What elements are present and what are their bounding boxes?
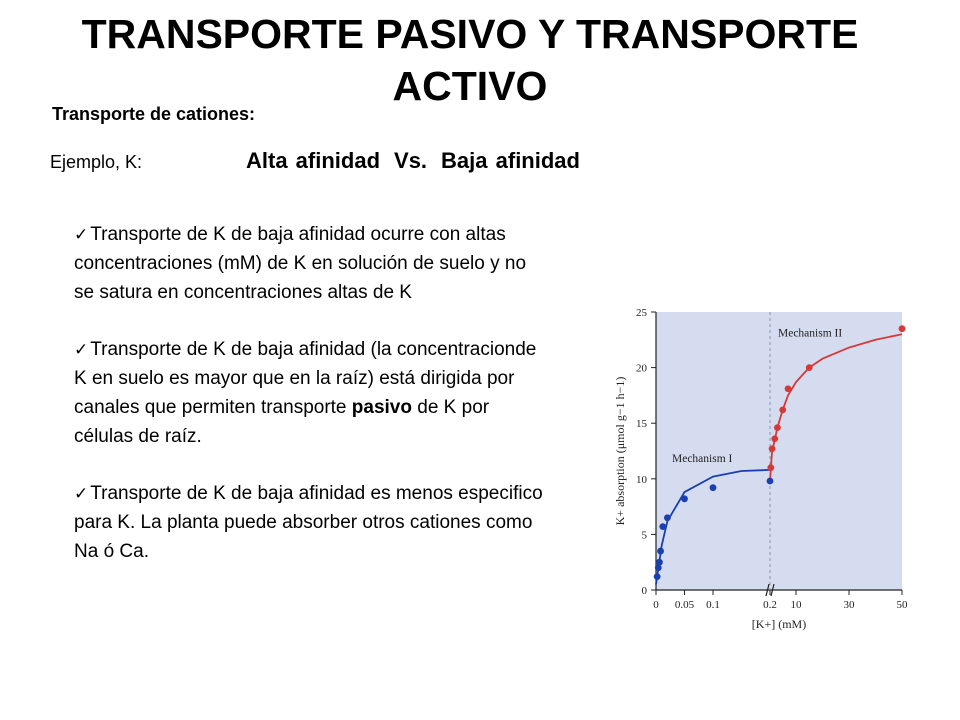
comparison-vs: Vs. bbox=[394, 148, 428, 173]
data-point bbox=[767, 464, 774, 471]
y-tick-label: 25 bbox=[636, 307, 647, 319]
data-point bbox=[710, 484, 717, 491]
series-label-mechanism-1: Mechanism I bbox=[672, 453, 733, 466]
slide-title: TRANSPORTE PASIVO Y TRANSPORTE ACTIVO bbox=[81, 11, 859, 109]
checkmark-icon: ✓ bbox=[74, 484, 89, 503]
series-label-mechanism-2: Mechanism II bbox=[778, 327, 843, 340]
y-tick-label: 5 bbox=[641, 529, 647, 542]
data-point bbox=[654, 573, 661, 580]
bullet-list bbox=[74, 220, 544, 594]
data-point bbox=[806, 364, 813, 371]
example-label: Ejemplo, K: bbox=[50, 152, 143, 172]
y-axis-title: K+ absorption (μmol g−1 h−1) bbox=[613, 376, 627, 526]
comparison-left: Alta afinidad bbox=[246, 148, 381, 173]
data-point bbox=[771, 435, 778, 442]
data-point bbox=[664, 514, 671, 521]
data-point bbox=[681, 495, 688, 502]
x-axis-title: [K+] (mM) bbox=[751, 617, 807, 631]
bullet-text-bold: pasivo bbox=[351, 397, 412, 418]
plot-background bbox=[656, 312, 902, 590]
data-point bbox=[767, 478, 774, 485]
bullet-text: Transporte de K de baja afinidad ocurre con altas concentraciones (mM) de K en solución de suelo y no se satura en concentraciones altas de K bbox=[74, 224, 527, 303]
x-tick-label: 0.05 bbox=[674, 599, 695, 611]
bullet-item bbox=[74, 220, 544, 307]
checkmark-icon: ✓ bbox=[74, 225, 89, 244]
data-point bbox=[785, 385, 792, 392]
data-point bbox=[657, 548, 664, 555]
checkmark-icon: ✓ bbox=[74, 340, 89, 359]
bullet-text: Transporte de K de baja afinidad es menos especifico para K. La planta puede absorber otros cationes como Na ó Ca. bbox=[74, 483, 543, 562]
chart-svg bbox=[600, 290, 920, 650]
x-tick-label: 0.1 bbox=[706, 599, 720, 611]
y-tick-label: 0 bbox=[641, 585, 647, 597]
x-tick-label: 10 bbox=[790, 599, 802, 611]
k-absorption-chart bbox=[600, 290, 920, 650]
x-tick-label: 0 bbox=[653, 599, 659, 611]
data-point bbox=[899, 325, 906, 332]
x-tick-label: 30 bbox=[843, 599, 855, 611]
affinity-comparison bbox=[246, 148, 594, 174]
bullet-item bbox=[74, 335, 544, 451]
bullet-item bbox=[74, 479, 544, 566]
y-tick-label: 20 bbox=[636, 362, 647, 375]
comparison-right: Baja afinidad bbox=[441, 148, 580, 173]
y-tick-label: 15 bbox=[636, 418, 647, 431]
data-point bbox=[656, 559, 663, 566]
data-point bbox=[779, 406, 786, 413]
y-tick-label: 10 bbox=[636, 473, 647, 486]
x-tick-label: 0.2 bbox=[763, 599, 777, 611]
x-tick-label: 50 bbox=[896, 599, 908, 611]
bullet-text-after: de K por células de raíz. bbox=[74, 397, 490, 447]
bullet-text-before: Transporte de K de baja afinidad (la concentracionde K en suelo es mayor que en la raíz) está dirigida por canales que permiten transporte bbox=[74, 339, 537, 418]
data-point bbox=[769, 445, 776, 452]
data-point bbox=[659, 523, 666, 530]
section-subtitle: Transporte de cationes: bbox=[52, 104, 256, 124]
data-point bbox=[774, 424, 781, 431]
